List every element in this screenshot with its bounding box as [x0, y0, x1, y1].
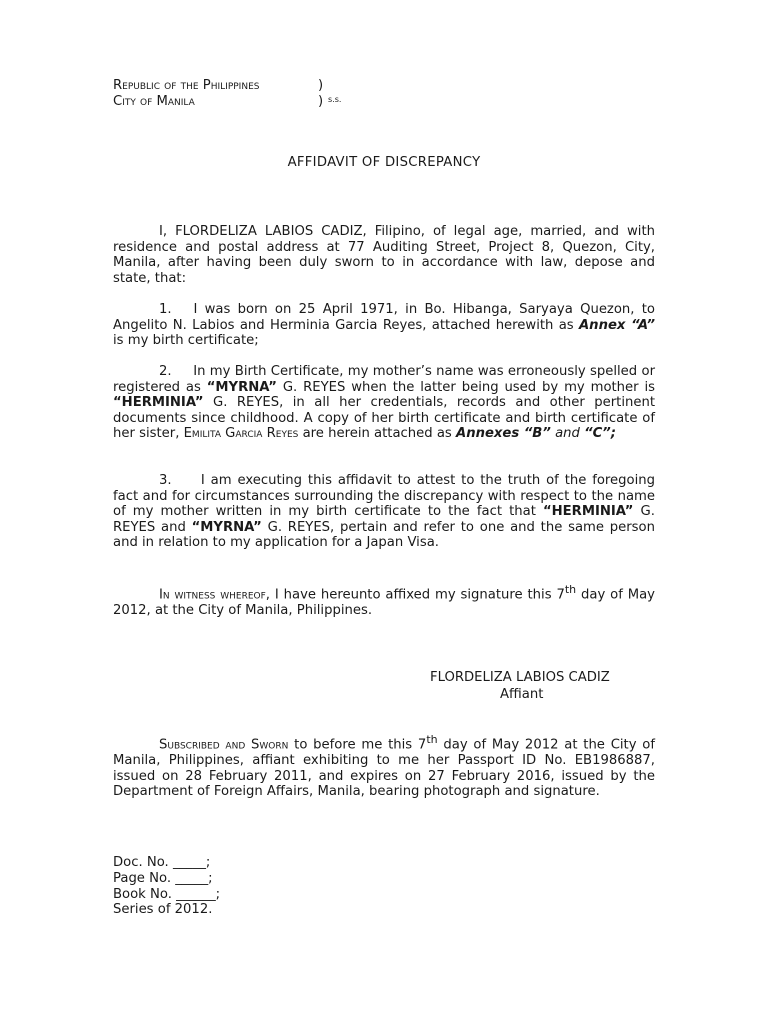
affiant-name: FLORDELIZA LABIOS CADIZ	[430, 670, 610, 685]
item-2-number: 2.	[159, 364, 172, 379]
notarial-refs	[113, 855, 220, 918]
signature-block	[430, 669, 650, 703]
item-3	[113, 473, 655, 551]
jurat-text-2: day of May 2012 at the City of Manila, Philippines, affiant exhibiting to me her Passport ID No. EB1986887, issued on 28 February 2011, and expires on 27 February 2016, issued by the Department of Foreign Affairs, Manila, bearing photograph and signature.	[113, 737, 656, 800]
venue-city: City of Manila	[113, 94, 195, 109]
book-no: Book No. ______;	[113, 886, 221, 902]
doc-no: Doc. No. _____;	[113, 855, 211, 870]
series: Series of 2012.	[113, 902, 213, 918]
item-3-text-1: I am executing this affidavit to attest to the truth of the foregoing fact and for circumstances surrounding the discrepancy with respect to the name of my mother written in my birth certificate to the fact that	[113, 473, 655, 520]
venue-paren-1: )	[318, 78, 324, 93]
affiant-label: Affiant	[500, 687, 544, 702]
annex-c: “C”;	[584, 426, 617, 442]
item-1-text: I was born on 25 April 1971, in Bo. Hibanga, Saryaya Quezon, to Angelito N. Labios and Herminia Garcia Reyes, attached herewith as	[113, 302, 655, 333]
jurat-text-1: to before me this 7	[294, 737, 427, 753]
witness-lead: In witness whereof,	[159, 587, 271, 603]
document-title: AFFIDAVIT OF DISCREPANCY	[287, 155, 481, 170]
item-2-text-3: G. REYES, in all her credentials, records and other pertinent documents since childhood. A copy of her birth certificate and birth certificate of her sister,	[113, 395, 655, 442]
witness-text-2: day of May 2012, at the City of Manila, Philippines.	[113, 587, 655, 618]
item-1-number: 1.	[159, 302, 172, 317]
annexes-b: Annexes “B”	[456, 426, 551, 442]
sister-name: Emilita Garcia Reyes	[183, 426, 299, 442]
venue-republic: Republic of the Philippines	[113, 78, 260, 93]
herminia-name: “HERMINIA”	[113, 395, 204, 411]
annex-a: Annex “A”	[578, 317, 655, 333]
jurat-paragraph	[113, 732, 655, 800]
item-3-number: 3.	[159, 473, 172, 488]
item-2-text-2: G. REYES when the latter being used by my mother is	[282, 379, 655, 395]
intro-paragraph: I, FLORDELIZA LABIOS CADIZ, Filipino, of legal age, married, and with residence and postal address at 77 Auditing Street, Project 8, Quezon, City, Manila, after having been duly sworn to in accordance with law, depose and state, that:	[113, 224, 655, 286]
item-1	[113, 302, 655, 349]
annexes-and: and	[555, 426, 580, 442]
witness-text-1: I have hereunto affixed my signature this 7	[274, 587, 565, 603]
item-2-text-1: In my Birth Certificate, my mother’s name was erroneously spelled or registered as	[113, 364, 655, 395]
venue-ss: s.s.	[328, 95, 342, 104]
myrna-name: “MYRNA”	[206, 379, 277, 395]
item-3-text-3: G. REYES, pertain and refer to one and the same person and in relation to my application for a Japan Visa.	[113, 519, 655, 551]
witness-paragraph	[113, 582, 655, 619]
item-3-text-2: G. REYES and	[113, 504, 655, 535]
witness-sup: th	[564, 583, 577, 596]
herminia-name-2: “HERMINIA”	[542, 504, 634, 520]
item-2-text-4: are herein attached as	[302, 426, 452, 442]
item-1-tail: is my birth certificate;	[113, 333, 259, 349]
jurat-lead: Subscribed and Sworn	[159, 737, 289, 753]
venue-header	[113, 78, 342, 110]
page-no: Page No. _____;	[113, 870, 213, 886]
myrna-name-2: “MYRNA”	[191, 519, 262, 535]
jurat-sup: th	[426, 733, 438, 746]
venue-paren-2: )	[318, 94, 324, 109]
item-2	[113, 364, 655, 442]
